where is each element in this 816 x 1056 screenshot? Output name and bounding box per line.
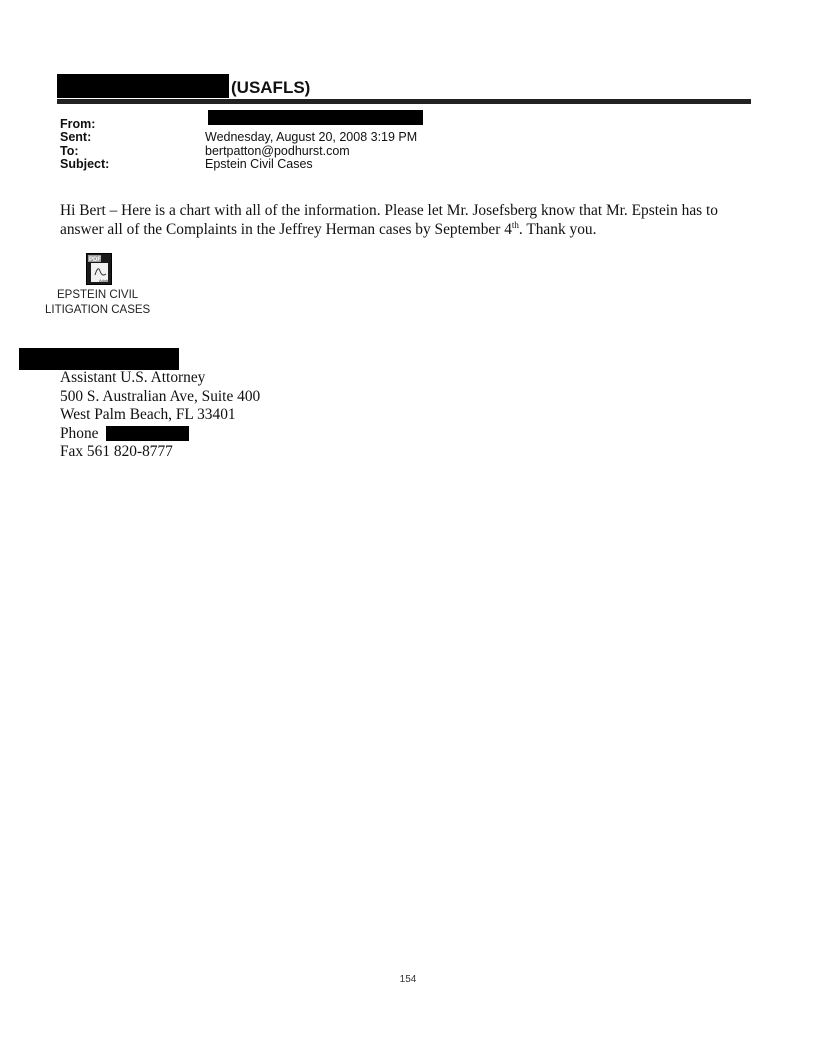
subject-value: Epstein Civil Cases	[205, 157, 313, 171]
subject-label: Subject:	[60, 157, 110, 171]
pdf-badge-text: PDF	[89, 257, 101, 263]
redacted-sender-name	[57, 74, 229, 98]
header-divider	[57, 99, 751, 104]
body-line-2-end: . Thank you.	[518, 221, 597, 238]
pdf-file-icon[interactable]	[86, 253, 112, 285]
email-body	[60, 201, 730, 239]
signature-fax: Fax 561 820-8777	[60, 443, 173, 460]
to-label: To:	[60, 144, 79, 158]
redacted-signature-name	[19, 348, 179, 370]
to-value: bertpatton@podhurst.com	[205, 144, 350, 158]
sender-org-suffix: (USAFLS)	[231, 78, 311, 97]
ordinal-suffix: th	[511, 219, 519, 230]
redacted-phone-number	[106, 426, 189, 441]
page-number: 154	[399, 974, 417, 985]
adobe-brand-text: Adobe	[99, 278, 111, 283]
from-label: From:	[60, 117, 96, 131]
attachment-caption-line-1: EPSTEIN CIVIL	[57, 289, 139, 301]
body-line-1: Hi Bert – Here is a chart with all of the information. Please let Mr. Josefsberg know that Mr. Epstein has to	[60, 202, 718, 219]
signature-title: Assistant U.S. Attorney	[60, 369, 206, 386]
body-line-2-text: answer all of the Complaints in the Jeffrey Herman cases by September 4	[60, 221, 512, 238]
signature-address-2: West Palm Beach, FL 33401	[60, 406, 236, 423]
redacted-from-value	[208, 110, 423, 125]
sent-label: Sent:	[60, 130, 92, 144]
attachment-caption[interactable]	[45, 288, 177, 318]
signature-block	[60, 369, 260, 462]
sender-header	[57, 74, 751, 104]
phone-label: Phone	[60, 424, 99, 442]
attachment-caption-line-2: LITIGATION CASES	[45, 304, 151, 316]
body-line-2	[60, 220, 730, 239]
signature-address-1: 500 S. Australian Ave, Suite 400	[60, 387, 261, 405]
sent-value: Wednesday, August 20, 2008 3:19 PM	[205, 130, 418, 144]
